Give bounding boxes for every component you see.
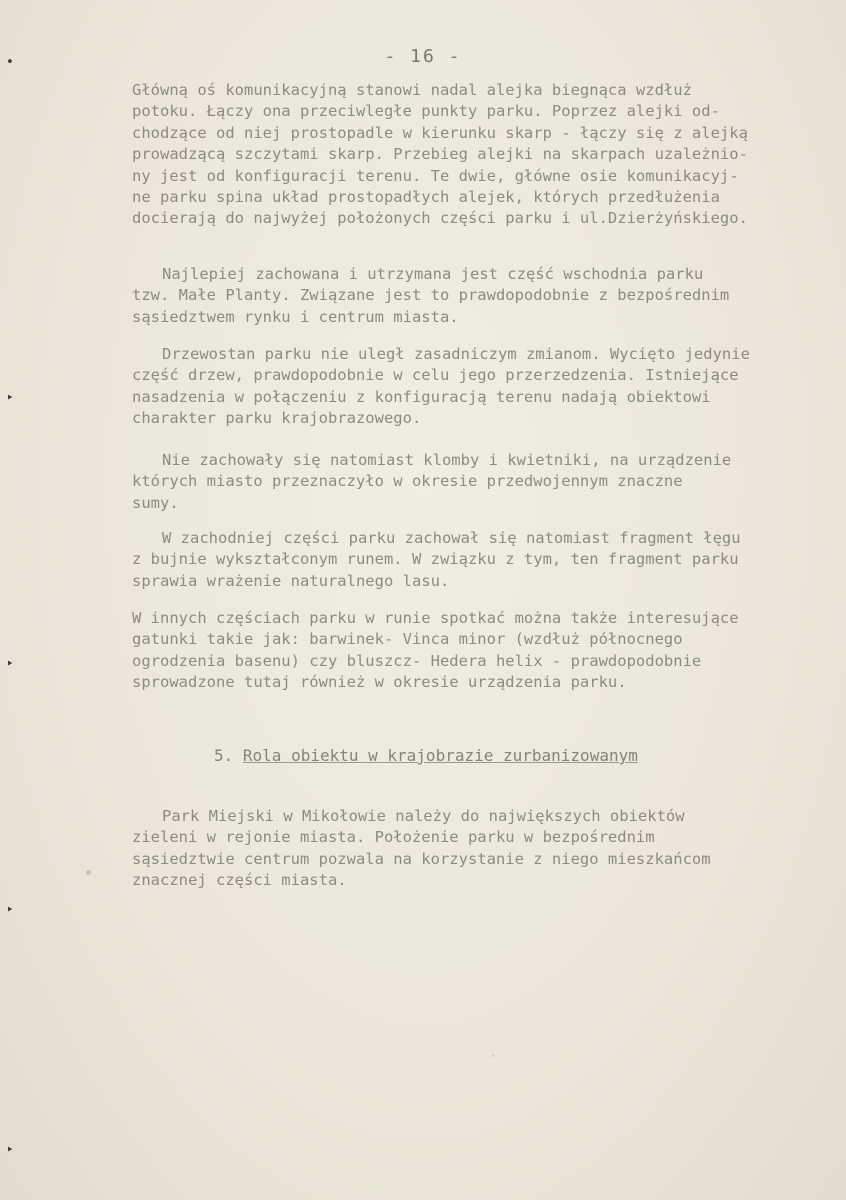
paragraph-east-part — [132, 264, 822, 328]
text-line: sąsiedztwie centrum pozwala na korzystanie z niego mieszkańcom — [132, 849, 711, 868]
text-line: tzw. Małe Planty. Związane jest to prawdopodobnie z bezpośrednim — [132, 286, 730, 305]
binding-hole-mark: ‣ — [6, 391, 14, 406]
text-line: W zachodniej części parku zachował się natomiast fragment łęgu — [162, 529, 741, 547]
text-line: Najlepiej zachowana i utrzymana jest część wschodnia parku — [162, 265, 704, 283]
text-line: ne parku spina układ prostopadłych alejek, których przedłużenia — [132, 187, 720, 206]
paper-stain — [86, 870, 91, 875]
text-line: chodzące od niej prostopadle w kierunku skarp - łączy się z alejką — [132, 123, 748, 142]
paragraph-park-role — [132, 806, 822, 892]
text-line: potoku. Łączy ona przeciwległe punkty parku. Poprzez alejki od- — [132, 102, 720, 121]
text-line: sąsiedztwem rynku i centrum miasta. — [132, 307, 459, 326]
paragraph-west-part — [132, 528, 822, 592]
paragraph-tree-stand — [132, 344, 822, 430]
text-line: Park Miejski w Mikołowie należy do największych obiektów — [162, 807, 685, 825]
section-heading — [214, 746, 638, 765]
binding-hole-mark: ‣ — [6, 903, 14, 918]
text-line: sprawia wrażenie naturalnego lasu. — [132, 571, 450, 590]
page-number: - 16 - — [384, 46, 462, 67]
text-line: charakter parku krajobrazowego. — [132, 409, 422, 428]
text-line: sumy. — [132, 493, 179, 512]
text-line: zieleni w rejonie miasta. Położenie parku w bezpośrednim — [132, 828, 655, 847]
text-line: sprowadzone tutaj również w okresie urządzenia parku. — [132, 673, 627, 692]
text-line: Drzewostan parku nie uległ zasadniczym zmianom. Wycięto jedynie — [162, 345, 750, 363]
binding-hole-mark: ‣ — [6, 1143, 14, 1158]
text-line: Główną oś komunikacyjną stanowi nadal alejka biegnąca wzdłuż — [132, 81, 692, 99]
binding-hole-mark: ‣ — [6, 657, 14, 672]
text-line: z bujnie wykształconym runem. W związku z tym, ten fragment parku — [132, 550, 739, 569]
text-line: prowadzącą szczytami skarp. Przebieg alejki na skarpach uzależnio- — [132, 145, 748, 164]
binding-hole-mark: • — [6, 55, 14, 70]
section-title: Rola obiektu w krajobrazie zurbanizowanym — [242, 746, 638, 765]
text-line: których miasto przeznaczyło w okresie przedwojennym znaczne — [132, 472, 683, 491]
text-line: ny jest od konfiguracji terenu. Te dwie, główne osie komunikacyj- — [132, 166, 739, 185]
text-line: W innych częściach parku w runie spotkać można także interesujące — [132, 609, 739, 627]
text-line: gatunki takie jak: barwinek- Vinca minor (wzdłuż północnego — [132, 630, 683, 649]
text-line: ogrodzenia basenu) czy bluszcz- Hedera helix - prawdopodobnie — [132, 651, 702, 670]
text-line: docierają do najwyżej położonych części parku i ul.Dzierżyńskiego. — [132, 209, 748, 228]
section-number: 5. — [214, 746, 234, 765]
text-line: znacznej części miasta. — [132, 871, 347, 890]
text-line: nasadzenia w połączeniu z konfiguracją terenu nadają obiektowi — [132, 387, 711, 406]
paragraph-main-axis — [132, 80, 822, 230]
paper-stain — [492, 1054, 495, 1057]
text-line: część drzew, prawdopodobnie w celu jego przerzedzenia. Istniejące — [132, 366, 739, 385]
text-line: Nie zachowały się natomiast klomby i kwietniki, na urządzenie — [162, 451, 732, 469]
paragraph-flowerbeds — [132, 450, 822, 514]
paragraph-undergrowth-species — [132, 608, 822, 694]
